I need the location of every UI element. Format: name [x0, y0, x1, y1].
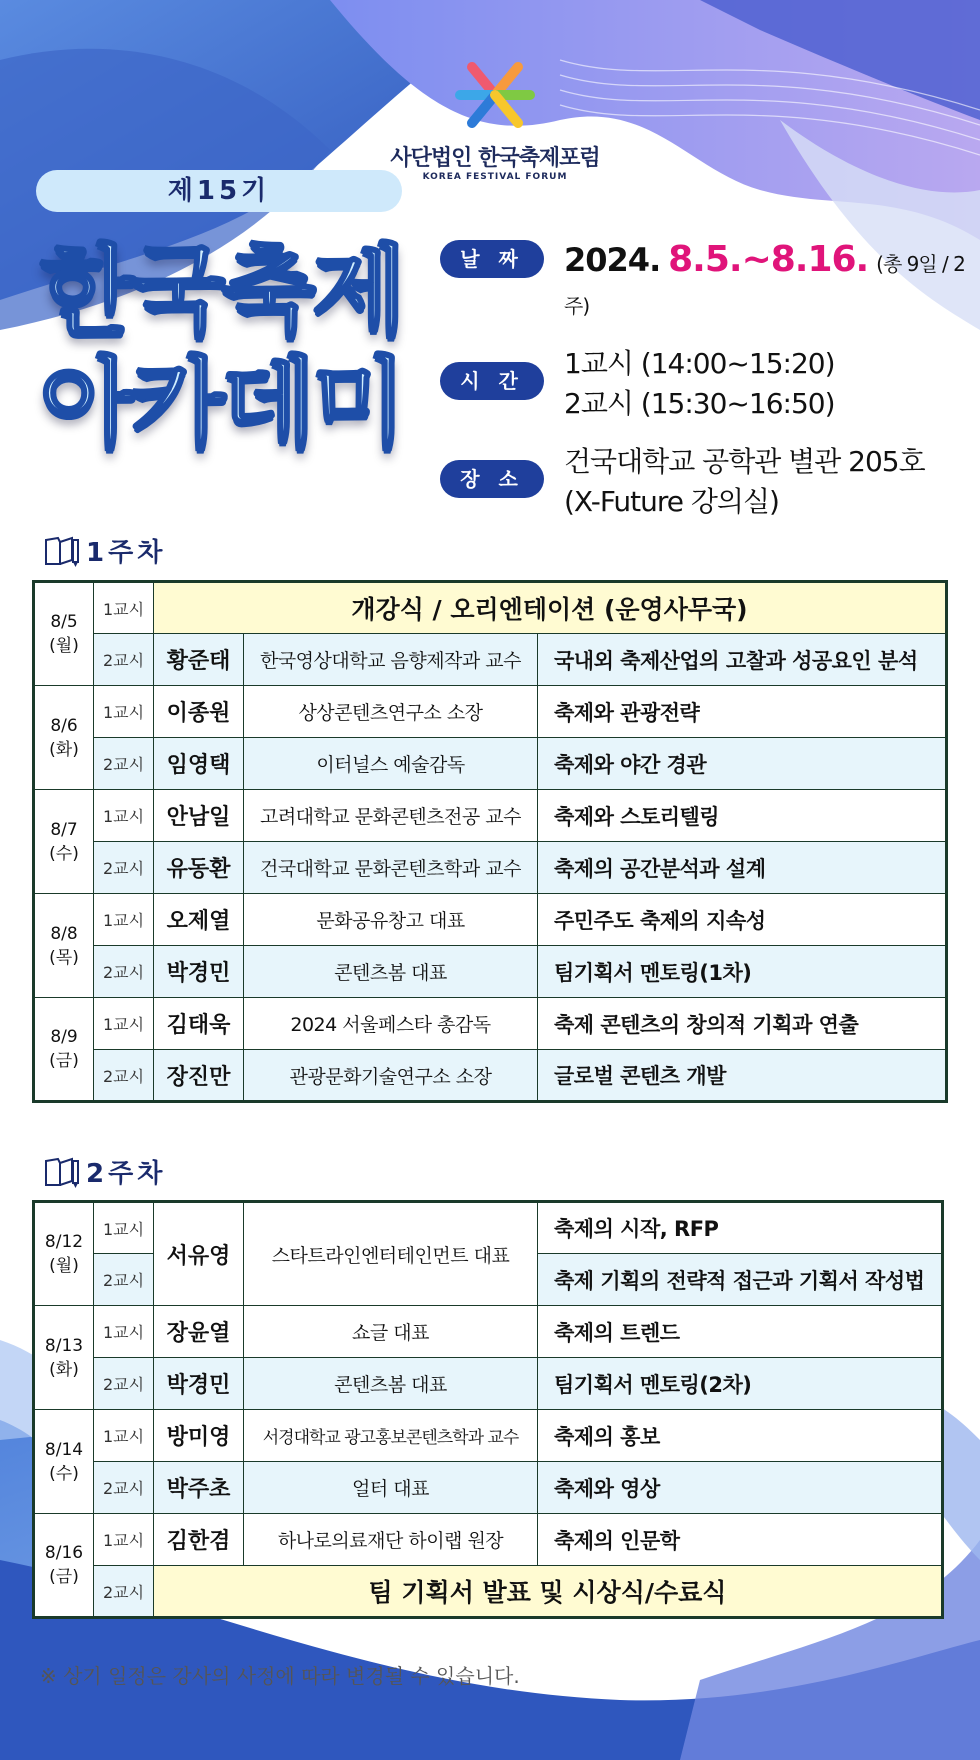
edition-badge: 제15기 [36, 170, 402, 212]
period-cell: 1교시 [94, 998, 154, 1050]
book-pencil-icon [44, 1155, 80, 1189]
lecture-topic: 글로벌 콘텐츠 개발 [538, 1050, 947, 1102]
date-cell: 8/16 (금) [34, 1514, 94, 1618]
lecturer-affiliation: 2024 서울페스타 총감독 [244, 998, 538, 1050]
table-row [34, 946, 947, 998]
table-row [34, 790, 947, 842]
date-note: (총 9일 / 2주) [564, 252, 965, 318]
period-cell: 1교시 [94, 1410, 154, 1462]
table-row [34, 738, 947, 790]
place-line-1: 건국대학교 공학관 별관 205호 [564, 445, 925, 478]
lecturer-name: 박주초 [154, 1462, 244, 1514]
lecturer-affiliation: 문화공유창고 대표 [244, 894, 538, 946]
period-cell: 2교시 [94, 1462, 154, 1514]
lecture-topic: 축제 콘텐츠의 창의적 기획과 연출 [538, 998, 947, 1050]
table-row [34, 1358, 943, 1410]
lecturer-name: 장진만 [154, 1050, 244, 1102]
footnote: ※ 상기 일정은 강사의 사정에 따라 변경될 수 있습니다. [40, 1664, 520, 1688]
period-cell: 1교시 [94, 790, 154, 842]
lecturer-name: 안남일 [154, 790, 244, 842]
lecture-topic: 축제의 시작, RFP [538, 1202, 943, 1254]
date-cell: 8/12 (월) [34, 1202, 94, 1306]
lecturer-name: 박경민 [154, 1358, 244, 1410]
lecture-topic: 축제와 관광전략 [538, 686, 947, 738]
date-cell: 8/8 (목) [34, 894, 94, 998]
lecture-topic: 축제와 영상 [538, 1462, 943, 1514]
table-row [34, 1306, 943, 1358]
logo-name: 사단법인 한국축제포럼 [390, 146, 600, 171]
date-year: 2024. [564, 241, 661, 279]
time-period-1: 1교시 (14:00~15:20) [564, 347, 835, 380]
lecture-topic: 팀기획서 멘토링(1차) [538, 946, 947, 998]
period-cell: 1교시 [94, 1202, 154, 1254]
lecture-topic: 축제 기획의 전략적 접근과 기획서 작성법 [538, 1254, 943, 1306]
period-cell: 1교시 [94, 582, 154, 634]
period-cell: 1교시 [94, 1306, 154, 1358]
place-line-2: (X-Future 강의실) [564, 485, 779, 518]
table-row [34, 582, 947, 634]
place-value [564, 442, 925, 522]
lecturer-affiliation: 건국대학교 문화콘텐츠학과 교수 [244, 842, 538, 894]
lecturer-affiliation: 하나로의료재단 하이랩 원장 [244, 1514, 538, 1566]
period-cell: 2교시 [94, 842, 154, 894]
table-row [34, 1202, 943, 1254]
week2-table [32, 1200, 944, 1619]
table-row [34, 1566, 943, 1618]
lecture-topic: 주민주도 축제의 지속성 [538, 894, 947, 946]
title-line-1: 한국축제 [40, 235, 403, 349]
lecturer-name: 김태욱 [154, 998, 244, 1050]
lecturer-affiliation: 고려대학교 문화콘텐츠전공 교수 [244, 790, 538, 842]
period-cell: 2교시 [94, 1254, 154, 1306]
book-pencil-icon [44, 534, 80, 568]
lecturer-name: 황준태 [154, 634, 244, 686]
lecture-topic: 국내외 축제산업의 고찰과 성공요인 분석 [538, 634, 947, 686]
lecturer-name: 오제열 [154, 894, 244, 946]
closing-ceremony-cell: 팀 기획서 발표 및 시상식/수료식 [154, 1566, 943, 1618]
week1-table [32, 580, 948, 1103]
lecturer-name: 유동환 [154, 842, 244, 894]
lecturer-affiliation: 관광문화기술연구소 소장 [244, 1050, 538, 1102]
lecture-topic: 축제의 홍보 [538, 1410, 943, 1462]
lecture-topic: 축제의 공간분석과 설계 [538, 842, 947, 894]
week1-heading [44, 532, 166, 569]
time-row [440, 344, 970, 424]
date-cell: 8/9 (금) [34, 998, 94, 1102]
period-cell: 1교시 [94, 894, 154, 946]
lecturer-affiliation: 상상콘텐츠연구소 소장 [244, 686, 538, 738]
lecturer-name: 임영택 [154, 738, 244, 790]
lecturer-affiliation: 얼터 대표 [244, 1462, 538, 1514]
lecture-topic: 팀기획서 멘토링(2차) [538, 1358, 943, 1410]
lecturer-name: 장윤열 [154, 1306, 244, 1358]
table-row [34, 894, 947, 946]
lecturer-affiliation: 스타트라인엔터테인먼트 대표 [244, 1202, 538, 1306]
date-cell: 8/13 (화) [34, 1306, 94, 1410]
time-value [564, 344, 835, 424]
date-row [440, 240, 970, 326]
table-row [34, 842, 947, 894]
lecture-topic: 축제와 스토리텔링 [538, 790, 947, 842]
event-info [440, 240, 970, 540]
week2-heading-text: 2주차 [86, 1159, 167, 1189]
period-cell: 2교시 [94, 738, 154, 790]
orientation-cell: 개강식 / 오리엔테이션 (운영사무국) [154, 582, 947, 634]
lecture-topic: 축제의 트렌드 [538, 1306, 943, 1358]
table-row [34, 1410, 943, 1462]
period-cell: 2교시 [94, 946, 154, 998]
lecture-topic: 축제와 야간 경관 [538, 738, 947, 790]
period-cell: 1교시 [94, 1514, 154, 1566]
date-cell: 8/5 (월) [34, 582, 94, 686]
lecturer-affiliation: 쇼글 대표 [244, 1306, 538, 1358]
date-value [564, 240, 970, 326]
place-row [440, 442, 970, 522]
lecturer-affiliation: 서경대학교 광고홍보콘텐츠학과 교수 [244, 1410, 538, 1462]
lecturer-name: 방미영 [154, 1410, 244, 1462]
lecturer-name: 서유영 [154, 1202, 244, 1306]
logo-subtitle: KOREA FESTIVAL FORUM [422, 172, 568, 182]
date-cell: 8/14 (수) [34, 1410, 94, 1514]
week2-heading [44, 1153, 166, 1190]
table-row [34, 1462, 943, 1514]
lecturer-name: 박경민 [154, 946, 244, 998]
date-label: 날 짜 [440, 240, 544, 278]
logo-mark-icon [450, 55, 540, 135]
period-cell: 2교시 [94, 1358, 154, 1410]
period-cell: 2교시 [94, 634, 154, 686]
lecturer-name: 김한겸 [154, 1514, 244, 1566]
lecture-topic: 축제의 인문학 [538, 1514, 943, 1566]
lecturer-affiliation: 콘텐츠봄 대표 [244, 946, 538, 998]
week1-heading-text: 1주차 [86, 538, 167, 568]
date-cell: 8/6 (화) [34, 686, 94, 790]
table-row [34, 634, 947, 686]
title-line-2: 아카데미 [40, 347, 403, 461]
lecturer-name: 이종원 [154, 686, 244, 738]
lecturer-affiliation: 이터널스 예술감독 [244, 738, 538, 790]
period-cell: 2교시 [94, 1566, 154, 1618]
logo [370, 55, 620, 182]
period-cell: 1교시 [94, 686, 154, 738]
lecturer-affiliation: 콘텐츠봄 대표 [244, 1358, 538, 1410]
lecturer-affiliation: 한국영상대학교 음향제작과 교수 [244, 634, 538, 686]
time-period-2: 2교시 (15:30~16:50) [564, 387, 835, 420]
date-cell: 8/7 (수) [34, 790, 94, 894]
table-row [34, 1050, 947, 1102]
table-row [34, 686, 947, 738]
place-label: 장 소 [440, 460, 544, 498]
date-range: 8.5.~8.16. [668, 239, 869, 280]
table-row [34, 998, 947, 1050]
page-title [40, 236, 410, 460]
table-row [34, 1514, 943, 1566]
period-cell: 2교시 [94, 1050, 154, 1102]
time-label: 시 간 [440, 362, 544, 400]
